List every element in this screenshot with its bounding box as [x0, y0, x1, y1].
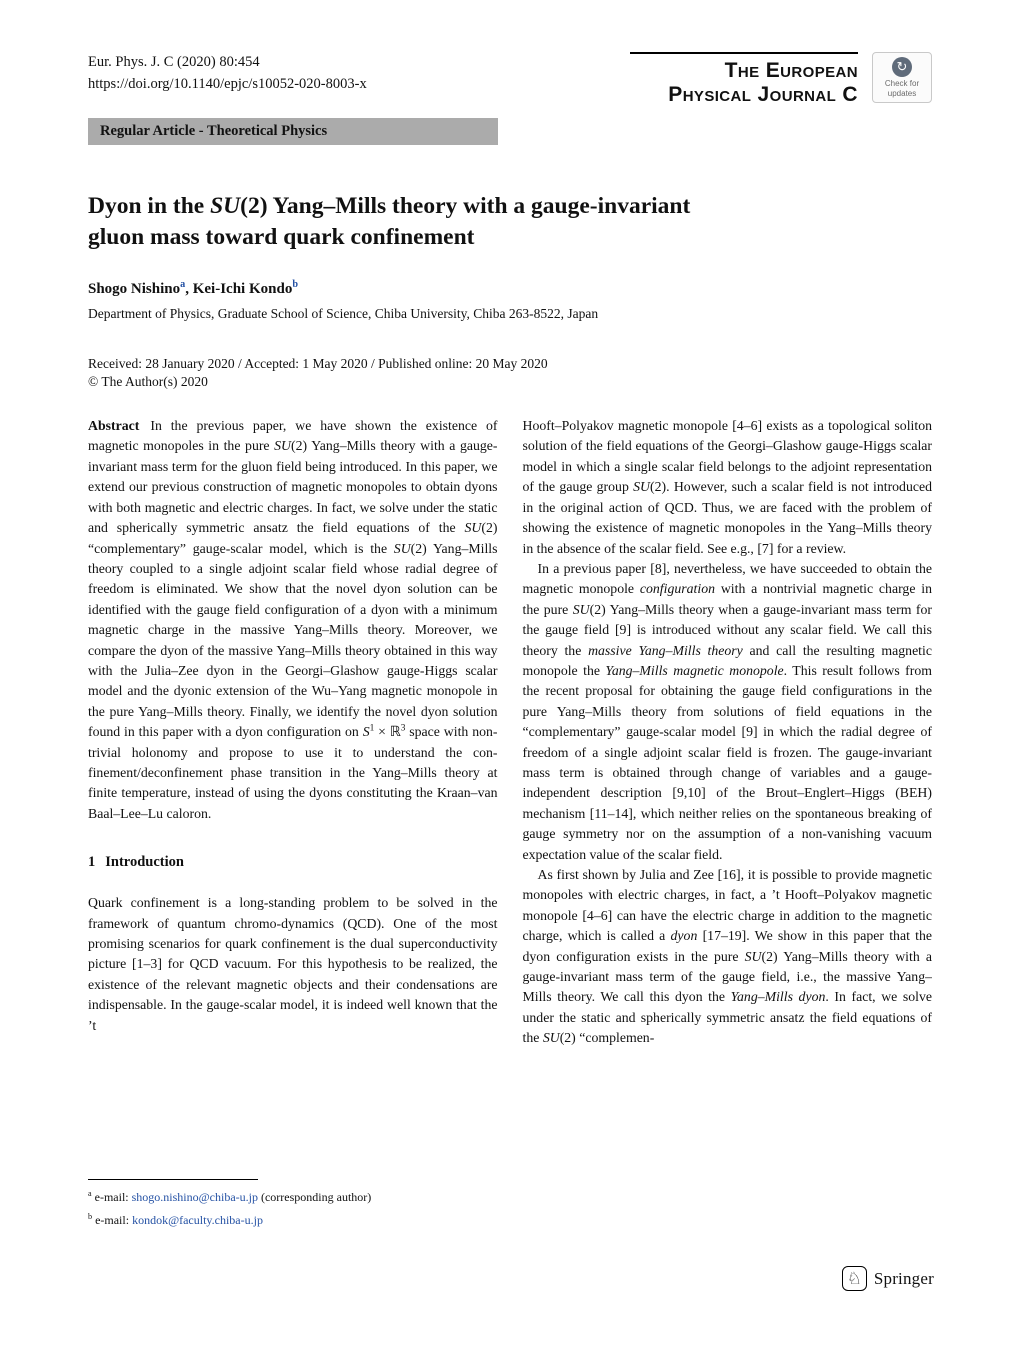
- section-1-title: Introduction: [105, 854, 184, 871]
- left-column: [88, 416, 498, 1238]
- affiliation-line: Department of Physics, Graduate School of Science, Chiba University, Chiba 263-8522, Japan: [88, 306, 599, 322]
- check-updates-label-line2: updates: [887, 89, 917, 98]
- authors-line: Shogo Nishino$^a$, Kei-Ichi Kondo$^b$: [88, 279, 298, 298]
- journal-logo-line2: Physical Journal C: [668, 82, 858, 106]
- footnote-a[interactable]: $^a$ e-mail: shogo.nishino@chiba-u.jp (corresponding author): [88, 1189, 372, 1205]
- check-updates-badge[interactable]: [872, 52, 932, 103]
- received-line: Received: 28 January 2020 / Accepted: 1 May 2020 / Published online: 20 May 2020: [88, 356, 548, 372]
- springer-wordmark: Springer: [873, 1268, 934, 1288]
- journal-logo-line1: The European: [724, 59, 858, 82]
- footnote-b[interactable]: $^b$ e-mail: kondok@faculty.chiba-u.jp: [88, 1212, 263, 1228]
- section-1-heading: [88, 854, 498, 871]
- intro-paragraph-2: In a previous paper [8], nevertheless, we have succeeded to obtain the magnetic monopole configuration with a nontrivial magnetic charge in the pure SU(2) Yang–Mills theory when a gauge-invariant mass term for the gauge field [9] is introduced without any scalar field. We call this theory the massive Yang–Mills theory and call the resulting magnetic monopole the Yang–Mills magnetic monopole. This result follows from the recent proposal for obtaining the gauge field configurations in the pure Yang–Mills theory from solutions of field equations in the “complementary” gauge-scalar model [9] in which the radial degree of freedom of a single adjoint scalar field is frozen. The gauge-invariant mass term is obtained through change of variables and a gauge-independent description [9,10] of the Brout–Englert–Higgs (BEH) mechanism [11–14], which neither relies on the spontaneous breaking of gauge symmetry nor on the assumption of a non-vanishing vacuum expectation value of the scalar field.: [522, 560, 932, 862]
- copyright-line: © The Author(s) 2020: [88, 374, 208, 390]
- right-column: [523, 416, 933, 1238]
- intro-paragraph-3: As first shown by Julia and Zee [16], it is possible to provide magnetic monopoles with electric charges, in fact, a ’t Hooft–Polyakov magnetic monopole [4–6] can have the electric charge in addition to the magnetic charge, which is called a dyon [17–19]. We show in this paper that the dyon configuration exists in the pure SU(2) Yang–Mills theory with a gauge-invariant mass term of the gauge field, i.e., the massive Yang–Mills theory. We call this dyon the Yang–Mills dyon. In fact, we solve under the static and spherically symmetric ansatz the field equations of the SU(2) “complemen-: [522, 867, 932, 1046]
- check-updates-label-line1: Check for: [884, 79, 920, 88]
- doi-link[interactable]: https://doi.org/10.1140/epjc/s10052-020-8003-x: [88, 75, 367, 92]
- paper-title-line1: Dyon in the SU(2) Yang–Mills theory with a gauge-invariant: [88, 193, 691, 220]
- footnote-rule: [88, 1179, 258, 1180]
- springer-horse-icon: ♘: [842, 1266, 867, 1291]
- paper-title: [88, 191, 932, 253]
- paper-title-line2: gluon mass toward quark confinement: [88, 224, 475, 251]
- header-right: [630, 52, 932, 106]
- springer-logo: [842, 1266, 934, 1291]
- intro-paragraph-1-continued: Hooft–Polyakov magnetic monopole [4–6] exists as a topological soliton solution of the field equations of the Georgi–Glashow gauge-Higgs scalar model in which a single scalar field belongs to the adjoint representation of the gauge group SU(2). However, such a scalar field is not introduced in the original action of QCD. Thus, we are faced with the problem of showing the existence of magnetic monopoles in the Yang–Mills theory in the absence of the scalar field. See e.g., [7] for a review.: [522, 418, 932, 556]
- journal-logo: [630, 52, 858, 106]
- page-header: [88, 52, 932, 106]
- crossmark-icon: ↻: [892, 57, 912, 77]
- intro-paragraph-1: Quark confinement is a long-standing problem to be solved in the framework of quantum chromo-dynamics (QCD). One of the most promising scenarios for quark confinement is the dual superconductivity picture [1–3] for QCD vacuum. For this hypothesis to be realized, the existence of the relevant magnetic objects and their condensations are indispensable. In the gauge-scalar model, it is indeed well known that the ’t: [88, 895, 498, 1033]
- abstract-paragraph: Abstract In the previous paper, we have shown the existence of magnetic monopoles in the pure SU(2) Yang–Mills theory with a gauge-invariant mass term for the gluon field being introduced. In this paper, we extend our previous construction of magnetic monopoles to obtain dyons with both magnetic and electric charges. In fact, we solve under the static and spherically symmetric ansatz the field equations of the SU(2) “complementary” gauge-scalar model, which is the SU(2) Yang–Mills theory coupled to a single adjoint scalar field whose radial degree of freedom is eliminated. We show that the novel dyon solution can be identified with the gauge field configuration of a dyon with a minimum magnetic charge in the massive Yang–Mills theory. Moreover, we compare the dyon of the massive Yang–Mills theory obtained in this way with the Julia–Zee dyon in the Georgi–Glashow gauge-Higgs scalar model and the dyonic extension of the Wu–Yang magnetic monopole in the pure Yang–Mills theory. Finally, we identify the novel dyon solution found in this paper with a dyon configuration on $S^1$ × ℝ$^3$ space with nontrivial holonomy and propose to use it to understand the confinement/deconfinement phase transition in the Yang–Mills theory at finite temperature, instead of using the dyons constituting the Kraan–van Baal–Lee–Lu caloron.: [88, 418, 498, 821]
- journal-reference-block: [88, 52, 367, 96]
- body-columns: [88, 416, 932, 1238]
- journal-reference: Eur. Phys. J. C (2020) 80:454: [88, 54, 260, 70]
- footnotes-block: [88, 1179, 498, 1238]
- article-type-bar: Regular Article - Theoretical Physics: [88, 118, 498, 145]
- section-1-number: 1: [88, 854, 96, 871]
